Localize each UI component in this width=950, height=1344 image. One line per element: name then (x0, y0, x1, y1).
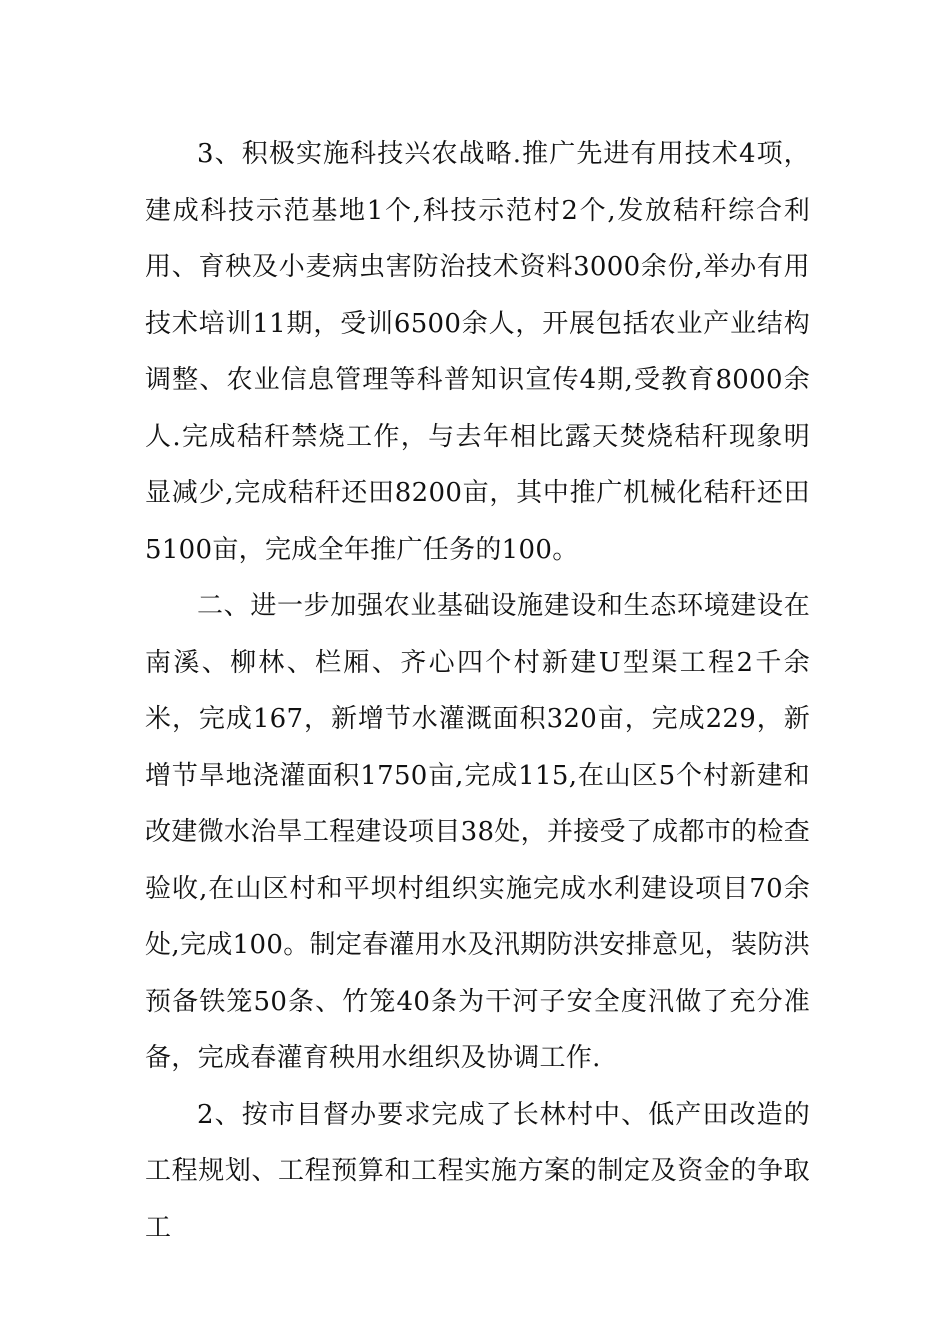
paragraph-tech-agriculture: 3、积极实施科技兴农战略.推广先进有用技术4项，建成科技示范基地1个,科技示范村2个,发放秸秆综合利用、育秧及小麦病虫害防治技术资料3000余份,举办有用技术培训11期，受训6500余人，开展包括农业产业结构调整、农业信息管理等科普知识宣传4期,受教育8000余人.完成秸秆禁烧工作，与去年相比露天焚烧秸秆现象明显减少,完成秸秆还田8200亩，其中推广机械化秸秆还田5100亩，完成全年推广任务的100。 (145, 139, 810, 565)
paragraph-field-improvement: 2、按市目督办要求完成了长林村中、低产田改造的工程规划、工程预算和工程实施方案的制定及资金的争取工 (145, 1099, 810, 1243)
paragraph-infrastructure: 二、进一步加强农业基础设施建设和生态环境建设在南溪、柳林、栏厢、齐心四个村新建U型渠工程2千余米，完成167，新增节水灌溉面积320亩，完成229，新增节旱地浇灌面积1750亩,完成115,在山区5个村新建和改建微水治旱工程建设项目38处，并接受了成都市的检查验收,在山区村和平坝村组织实施完成水利建设项目70余处,完成100。制定春灌用水及汛期防洪安排意见，装防洪预备铁笼50条、竹笼40条为干河子安全度汛做了充分准备，完成春灌育秧用水组织及协调工作. (145, 591, 810, 1073)
document-body (145, 126, 810, 1256)
